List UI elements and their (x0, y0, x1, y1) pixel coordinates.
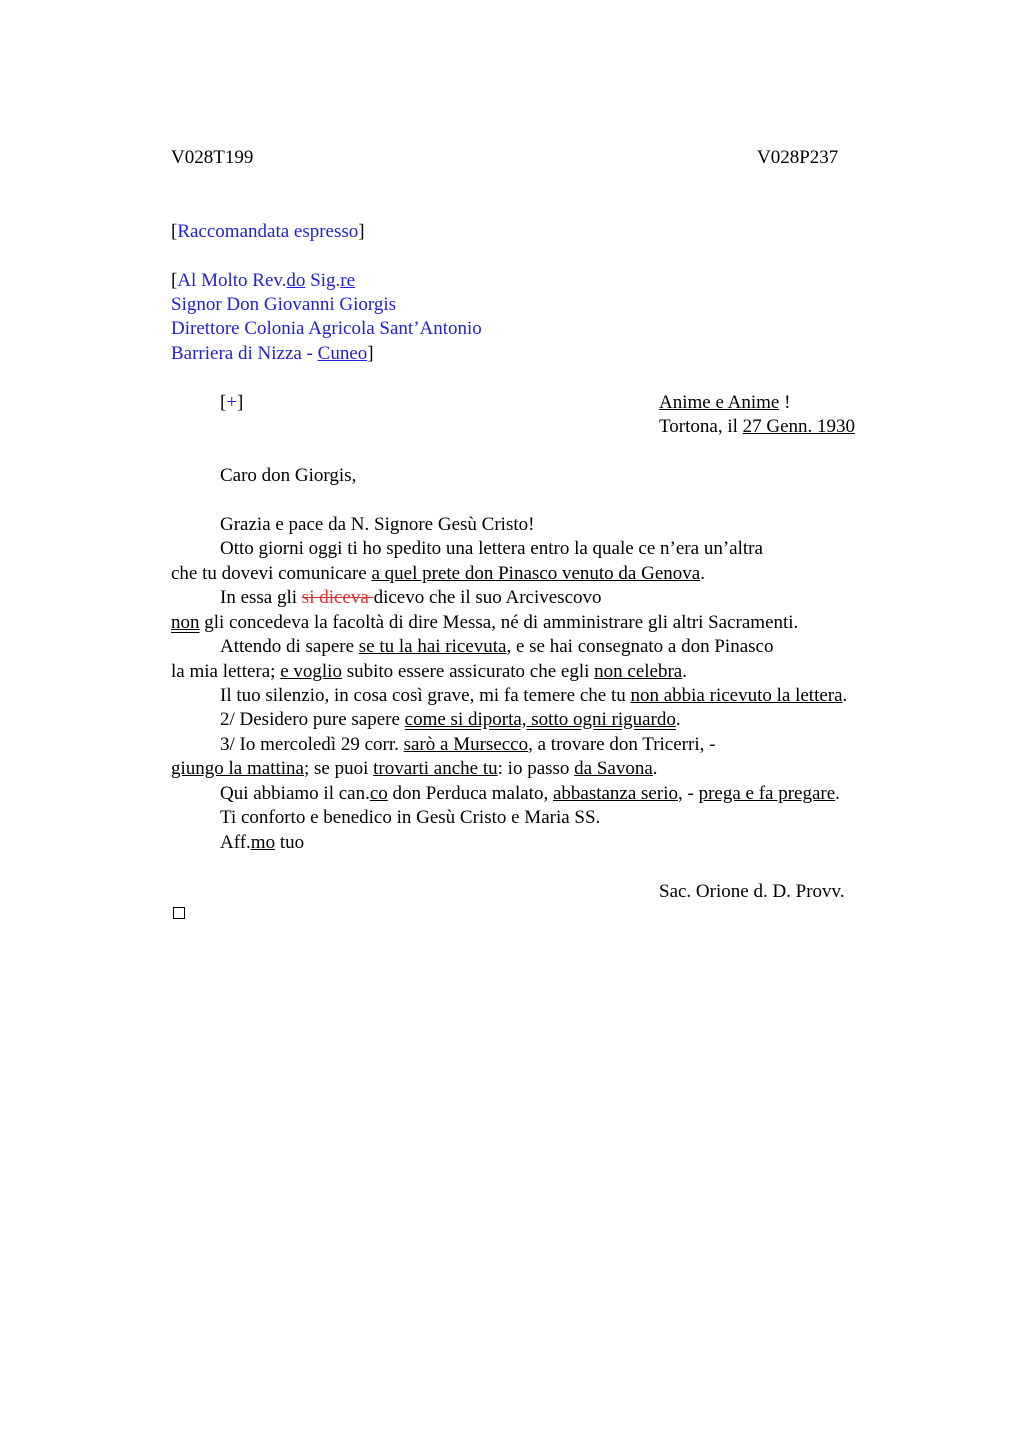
dateline: Tortona, il 27 Genn. 1930 (659, 416, 856, 437)
salutation: Caro don Giorgis, (220, 465, 357, 486)
address-line-2: Signor Don Giovanni Giorgis (171, 294, 397, 315)
body-line-6: Attendo di sapere se tu la hai ricevuta, e se hai consegnato a don Pinasco (220, 636, 774, 657)
body-line-14: Aff.mo tuo (220, 832, 305, 853)
end-box-icon (173, 907, 185, 919)
body-line-11: giungo la mattina; se puoi trovarti anche tu: io passo da Savona. (171, 758, 658, 779)
struck-text: si diceva (301, 587, 374, 608)
document-code-left: V028T199 (171, 147, 254, 168)
body-line-3: che tu dovevi comunicare a quel prete don Pinasco venuto da Genova. (171, 563, 705, 584)
body-line-9: 2/ Desidero pure sapere come si diporta, sotto ogni riguardo. (220, 709, 681, 730)
cross-mark: [+] (220, 392, 244, 413)
address-line-4: Barriera di Nizza - Cuneo] (171, 343, 374, 364)
body-line-1: Grazia e pace da N. Signore Gesù Cristo! (220, 514, 535, 535)
signature: Sac. Orione d. D. Provv. (659, 881, 845, 902)
body-line-4: In essa gli si diceva dicevo che il suo Arcivescovo (220, 587, 602, 608)
document-code-right: V028P237 (757, 147, 839, 168)
motto: Anime e Anime ! (659, 392, 791, 413)
address-line-1: [Al Molto Rev.do Sig.re (171, 270, 356, 291)
body-line-12: Qui abbiamo il can.co don Perduca malato, abbastanza serio, - prega e fa pregare. (220, 783, 840, 804)
body-line-10: 3/ Io mercoledì 29 corr. sarò a Mursecco, a trovare don Tricerri, - (220, 734, 716, 755)
body-line-8: Il tuo silenzio, in cosa così grave, mi fa temere che tu non abbia ricevuto la lettera. (220, 685, 848, 706)
body-line-7: la mia lettera; e voglio subito essere assicurato che egli non celebra. (171, 661, 687, 682)
body-line-13: Ti conforto e benedico in Gesù Cristo e Maria SS. (220, 807, 601, 828)
address-line-3: Direttore Colonia Agricola Sant’Antonio (171, 318, 482, 339)
sending-mode: [Raccomandata espresso] (171, 221, 365, 242)
body-line-5: non gli concedeva la facoltà di dire Messa, né di amministrare gli altri Sacramenti. (171, 612, 799, 633)
body-line-2: Otto giorni oggi ti ho spedito una lettera entro la quale ce n’era un’altra (220, 538, 763, 559)
